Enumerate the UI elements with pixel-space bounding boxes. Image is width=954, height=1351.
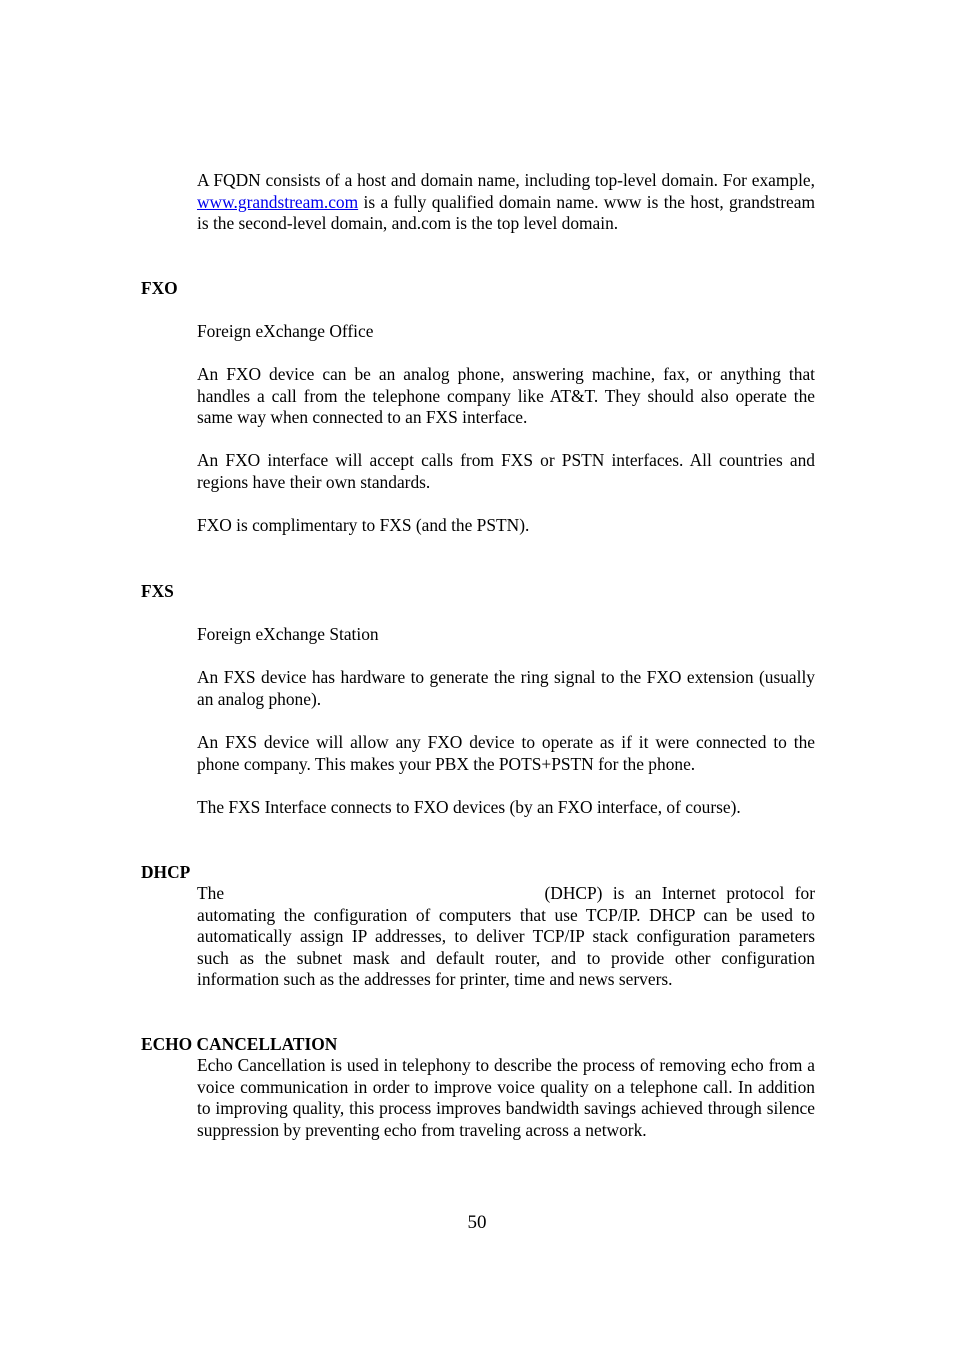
fqdn-text-before-link: A FQDN consists of a host and domain name, including top-level domain. For example, bbox=[197, 170, 815, 190]
fxs-interface-paragraph: The FXS Interface connects to FXO devices (by an FXO interface, of course). bbox=[197, 797, 741, 817]
fxs-allow-paragraph: An FXS device will allow any FXO device to operate as if it were connected to the phone company. This makes your PBX the POTS+PSTN for the phone. bbox=[197, 732, 815, 774]
fxs-device-paragraph: An FXS device has hardware to generate the ring signal to the FXO extension (usually an analog phone). bbox=[197, 667, 815, 709]
fxo-device-paragraph: An FXO device can be an analog phone, answering machine, fax, or anything that handles a call from the telephone company like AT&T. They should also operate the same way when connected to an FXS interface. bbox=[197, 364, 815, 427]
fqdn-text-after-link: is a fully qualified domain name. www is the host, grandstream is the second-level domain, and.com is the top level domain. bbox=[197, 191, 815, 233]
fxo-interface-paragraph: An FXO interface will accept calls from FXS or PSTN interfaces. All countries and regions have their own standards. bbox=[197, 450, 815, 492]
fxo-complimentary-paragraph: FXO is complimentary to FXS (and the PSTN). bbox=[197, 515, 530, 535]
page-number: 50 bbox=[467, 1212, 487, 1233]
dhcp-text-start: The bbox=[197, 883, 225, 903]
dhcp-heading: DHCP bbox=[141, 862, 191, 882]
fxs-definition: Foreign eXchange Station bbox=[197, 624, 379, 644]
fxs-heading: FXS bbox=[141, 581, 174, 601]
echo-cancellation-paragraph: Echo Cancellation is used in telephony to describe the process of removing echo from a voice communication in order to improve voice quality on a telephone call. In addition to improving quality, this process improves bandwidth savings achieved through silence suppression by preventing echo from traveling across a network. bbox=[197, 1055, 815, 1140]
dhcp-text-rest: (DHCP) is an Internet protocol for automating the configuration of computers that use TCP/IP. DHCP can be used to automatically assign IP addresses, to deliver TCP/IP stack configuration parameters such as the subnet mask and default router, and to provide other configuration information such as the addresses for printer, time and news servers. bbox=[197, 883, 815, 989]
fxo-heading: FXO bbox=[141, 278, 178, 298]
dhcp-paragraph bbox=[197, 883, 815, 991]
fxo-definition: Foreign eXchange Office bbox=[197, 321, 374, 341]
echo-cancellation-heading: ECHO CANCELLATION bbox=[141, 1034, 338, 1054]
fqdn-paragraph bbox=[197, 170, 815, 235]
grandstream-link[interactable]: www.grandstream.com bbox=[197, 191, 359, 212]
